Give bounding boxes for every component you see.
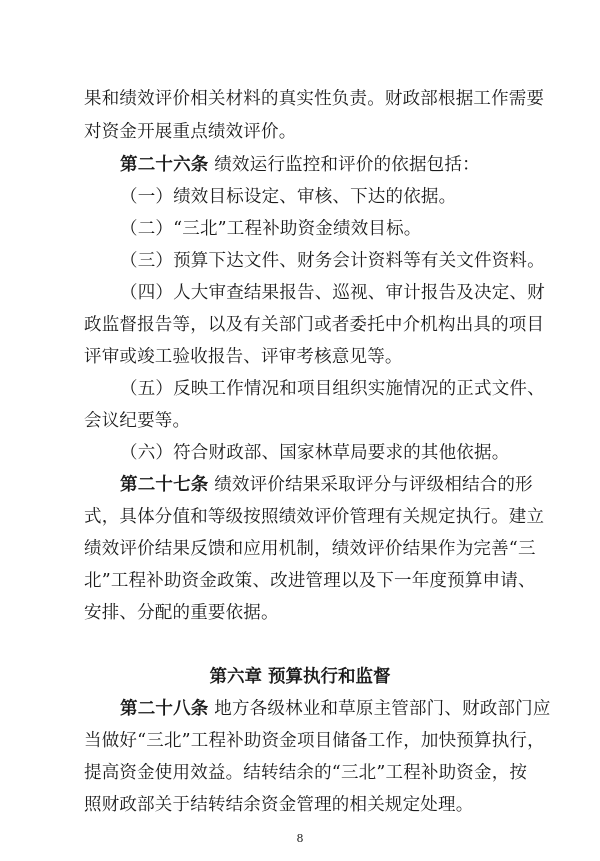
chapter-heading: 第六章 预算执行和监督 (209, 667, 391, 687)
article-number: 第二十六条 (120, 155, 209, 175)
body-line: 果和绩效评价相关材料的真实性负责。财政部根据工作需要 (84, 89, 545, 109)
list-item: （二）“三北”工程补助资金绩效目标。 (120, 219, 422, 239)
body-line: 式，具体分值和等级按照绩效评价管理有关规定执行。建立 (84, 507, 545, 527)
body-line: 照财政部关于结转结余资金管理的相关规定处理。 (84, 795, 474, 815)
body-line: 当做好“三北”工程补助资金项目储备工作，加快预算执行， (84, 731, 545, 751)
body-line: 提高资金使用效益。结转结余的“三北”工程补助资金，按 (84, 763, 528, 783)
body-line: 会议纪要等。 (84, 411, 191, 431)
page-number: 8 (296, 832, 304, 845)
body-line: 政监督报告等，以及有关部门或者委托中介机构出具的项目 (84, 315, 545, 335)
article-number: 第二十八条 (120, 699, 209, 719)
article-27: 第二十七条 绩效评价结果采取评分与评级相结合的形 (120, 475, 533, 495)
body-line: 安排、分配的重要依据。 (84, 603, 279, 623)
list-item: （一）绩效目标设定、审核、下达的依据。 (120, 187, 457, 207)
list-item: （四）人大审查结果报告、巡视、审计报告及决定、财 (120, 283, 545, 303)
list-item: （三）预算下达文件、财务会计资料等有关文件资料。 (120, 251, 545, 271)
article-28: 第二十八条 地方各级林业和草原主管部门、财政部门应 (120, 699, 551, 719)
body-line: 北”工程补助资金政策、改进管理以及下一年度预算申请、 (84, 571, 536, 591)
body-line: 评审或竣工验收报告、评审考核意见等。 (84, 347, 403, 367)
list-item: （六）符合财政部、国家林草局要求的其他依据。 (120, 443, 510, 463)
list-item: （五）反映工作情况和项目组织实施情况的正式文件、 (120, 379, 545, 399)
body-line: 对资金开展重点绩效评价。 (84, 122, 297, 142)
article-26: 第二十六条 绩效运行监控和评价的依据包括： (120, 155, 480, 175)
article-number: 第二十七条 (120, 475, 209, 495)
body-line: 绩效评价结果反馈和应用机制，绩效评价结果作为完善“三 (84, 539, 536, 559)
